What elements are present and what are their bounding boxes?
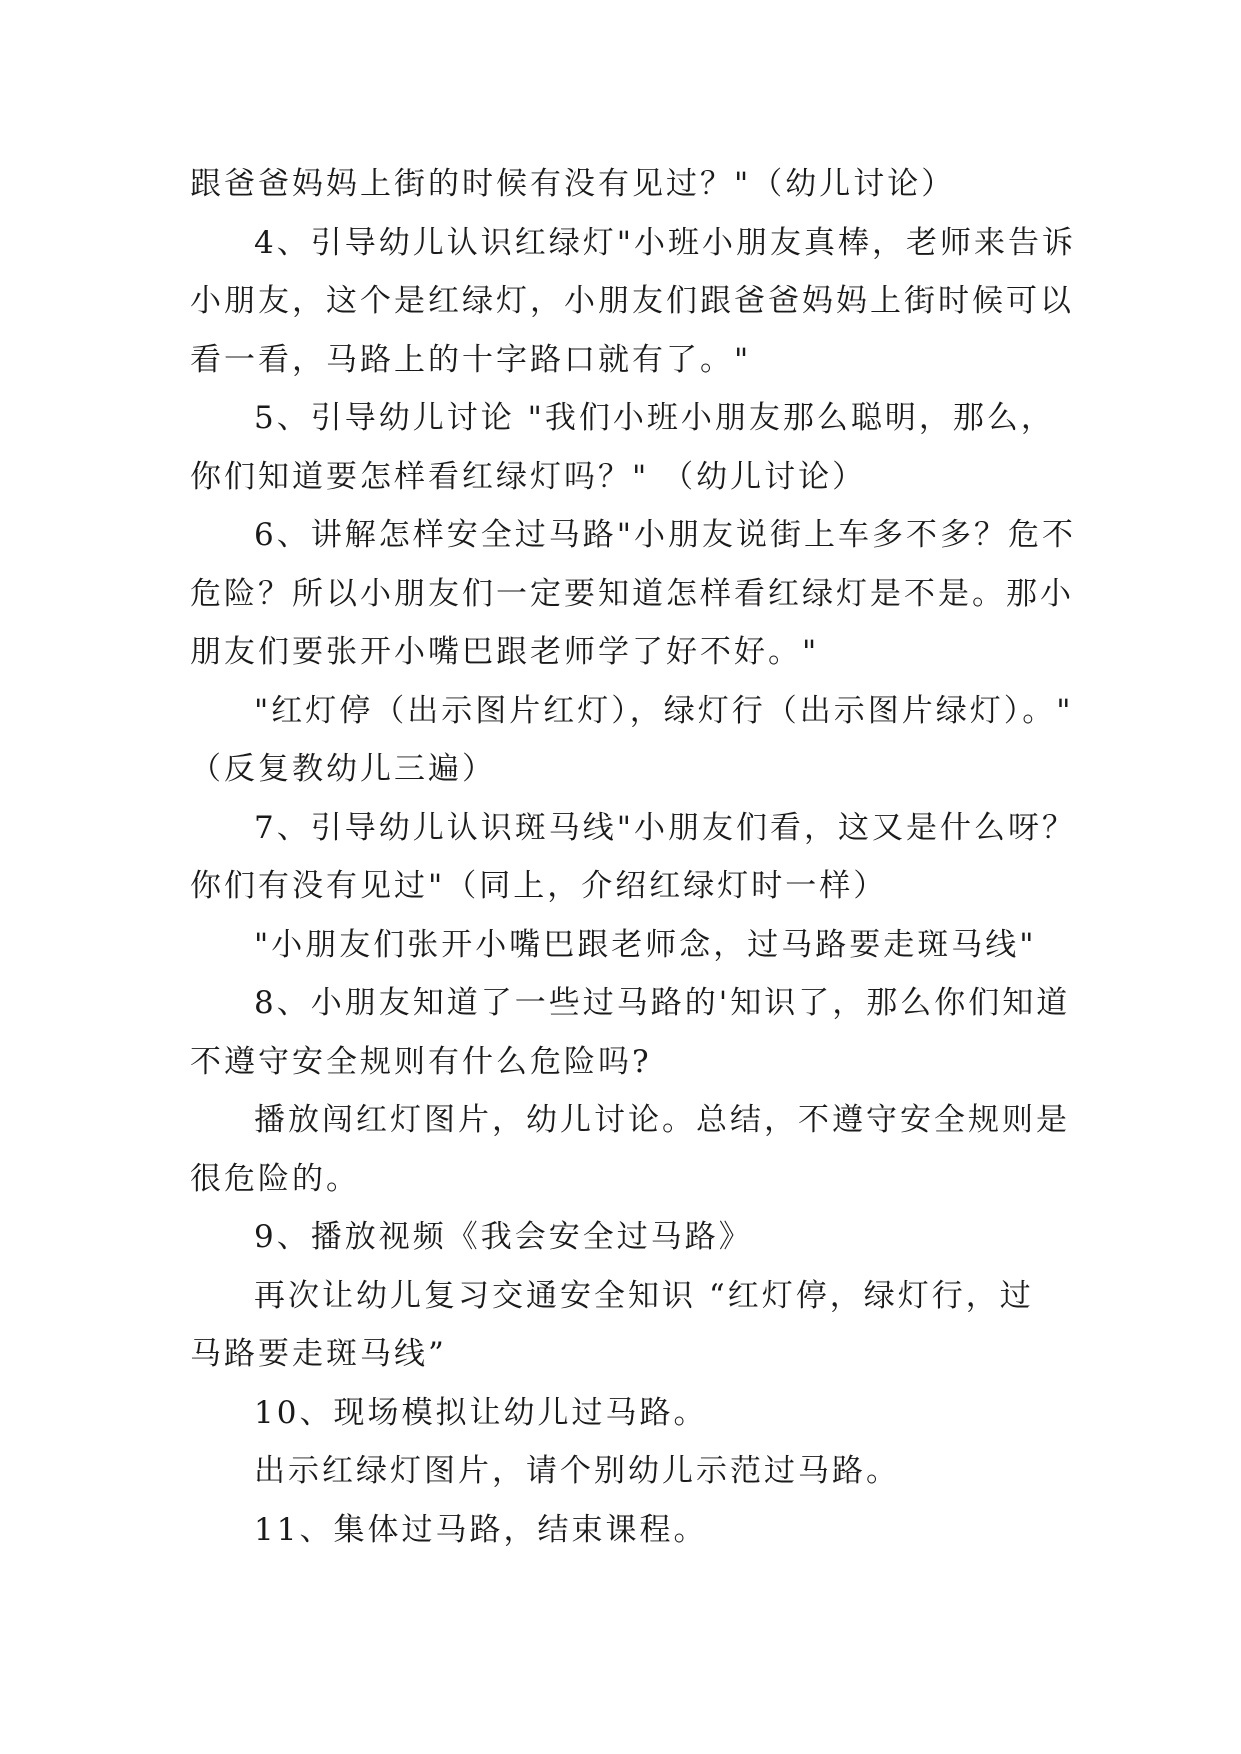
text-line: 再次让幼儿复习交通安全知识 “红灯停，绿灯行，过 <box>254 1277 1034 1314</box>
document-body <box>190 155 1076 1559</box>
text-line: （反复教幼儿三遍） <box>190 751 496 787</box>
text-line: 7、引导幼儿认识斑马线"小朋友们看，这又是什么呀？ <box>254 809 1076 846</box>
text-line: 你们知道要怎样看红绿灯吗？" （幼儿讨论） <box>190 458 867 495</box>
text-line: 10、现场模拟让幼儿过马路。 <box>254 1394 708 1431</box>
text-line: 9、播放视频《我会安全过马路》 <box>254 1219 753 1255</box>
text-line: 出示红绿灯图片，请个别幼儿示范过马路。 <box>254 1453 900 1489</box>
text-line: 8、小朋友知道了一些过马路的'知识了，那么你们知道 <box>254 985 1071 1021</box>
text-line: 跟爸爸妈妈上街的时候有没有见过？"（幼儿讨论） <box>190 166 956 202</box>
text-line: 6、讲解怎样安全过马路"小朋友说街上车多不多？危不 <box>254 517 1076 553</box>
text-line: 你们有没有见过"（同上，介绍红绿灯时一样） <box>190 868 888 904</box>
text-line: 不遵守安全规则有什么危险吗? <box>190 1043 652 1080</box>
text-line: 播放闯红灯图片，幼儿讨论。总结，不遵守安全规则是 <box>254 1102 1070 1138</box>
text-line: 11、集体过马路，结束课程。 <box>254 1511 708 1548</box>
text-line: "小朋友们张开小嘴巴跟老师念，过马路要走斑马线" <box>254 926 1037 963</box>
text-line: 5、引导幼儿讨论 "我们小班小朋友那么聪明，那么， <box>254 400 1055 436</box>
text-line: 危险？所以小朋友们一定要知道怎样看红绿灯是不是。那小 <box>190 575 1074 612</box>
text-line: 很危险的。 <box>190 1160 360 1197</box>
text-line: 看一看，马路上的十字路口就有了。" <box>190 341 752 378</box>
text-line: 4、引导幼儿认识红绿灯"小班小朋友真棒，老师来告诉 <box>254 224 1076 261</box>
text-line: 朋友们要张开小嘴巴跟老师学了好不好。" <box>190 634 820 670</box>
text-line: 小朋友，这个是红绿灯，小朋友们跟爸爸妈妈上街时候可以 <box>190 283 1074 319</box>
text-line: "红灯停（出示图片红灯），绿灯行（出示图片绿灯）。" <box>254 692 1074 729</box>
text-line: 马路要走斑马线” <box>190 1336 447 1372</box>
